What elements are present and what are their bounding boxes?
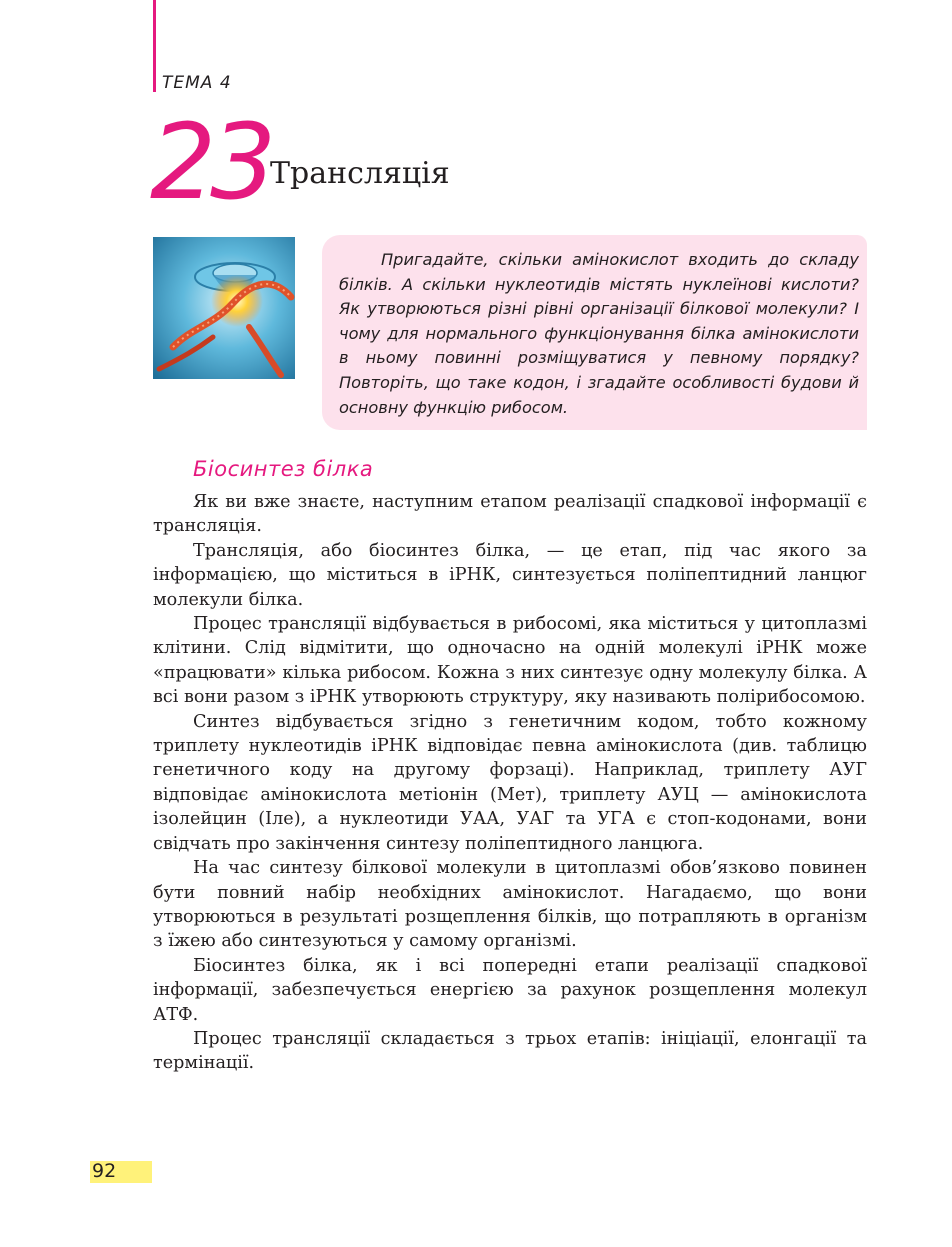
paragraph: Біосинтез білка, як і всі попередні етапи реалізації спадкової інформації, забезпечується енергією за рахунок розщеплення молекул АТФ. — [153, 955, 867, 1025]
page-number: 92 — [92, 1160, 117, 1182]
chapter-title: Трансляція — [270, 156, 450, 191]
topic-label: ТЕМА 4 — [162, 73, 232, 93]
body-text — [153, 490, 867, 1076]
paragraph: Синтез відбувається згідно з генетичним кодом, тобто кожному триплету нуклеотидів іРНК відповідає певна амінокислота (див. таблицю генетичного коду на другому форзаці). Наприклад, триплету АУГ відповідає амінокислота метіонін (Мет), триплету АУЦ — амінокислота ізолейцин (Іле), а нуклеотиди УАА, УАГ та УГА є стоп-кодонами, вони свідчать про закінчення синтезу поліпептидного ланцюга. — [153, 711, 867, 854]
paragraph: Процес трансляції складається з трьох етапів: ініціації, елонгації та термінації. — [153, 1028, 867, 1074]
paragraph: Як ви вже знаєте, наступним етапом реалізації спадкової інформації є трансляція. — [153, 492, 867, 537]
topic-accent-bar — [153, 0, 156, 92]
paragraph: На час синтезу білкової молекули в цитоплазмі обов’язково повинен бути повний набір необхідних амінокислот. Нагадаємо, що вони утворюються в результаті розщеплення білків, що потрапляють в організм з їжею або синтезуються у самому організмі. — [153, 858, 867, 952]
paragraph: Трансляція, або біосинтез білка, — це етап, під час якого за інформацією, що міститься в іРНК, синтезується поліпептидний ланцюг молекули білка. — [153, 540, 867, 610]
section-heading: Біосинтез білка — [193, 457, 374, 481]
recall-text: Пригадайте, скільки амінокислот входить до складу білків. А скільки нуклеотидів містять нуклеїнові кислоти? Як утворюються різні рівні організації білкової молекули? І чому для нормального функціонування білка амінокислоти в ньому повинні розміщуватися у певному порядку? Повторіть, що таке кодон, і згадайте особливості будови й основну функцію рибосом. — [339, 250, 859, 417]
chapter-number: 23 — [150, 101, 271, 223]
ribosome-illustration — [153, 237, 295, 379]
paragraph: Процес трансляції відбувається в рибосомі, яка міститься у цитоплазмі клітини. Слід відмітити, що одночасно на одній молекулі іРНК може «працювати» кілька рибосом. Кожна з них синтезує одну молекулу білка. А всі вони разом з іРНК утворюють структуру, яку називають полірибосомою. — [153, 614, 867, 708]
recall-box — [322, 235, 867, 430]
